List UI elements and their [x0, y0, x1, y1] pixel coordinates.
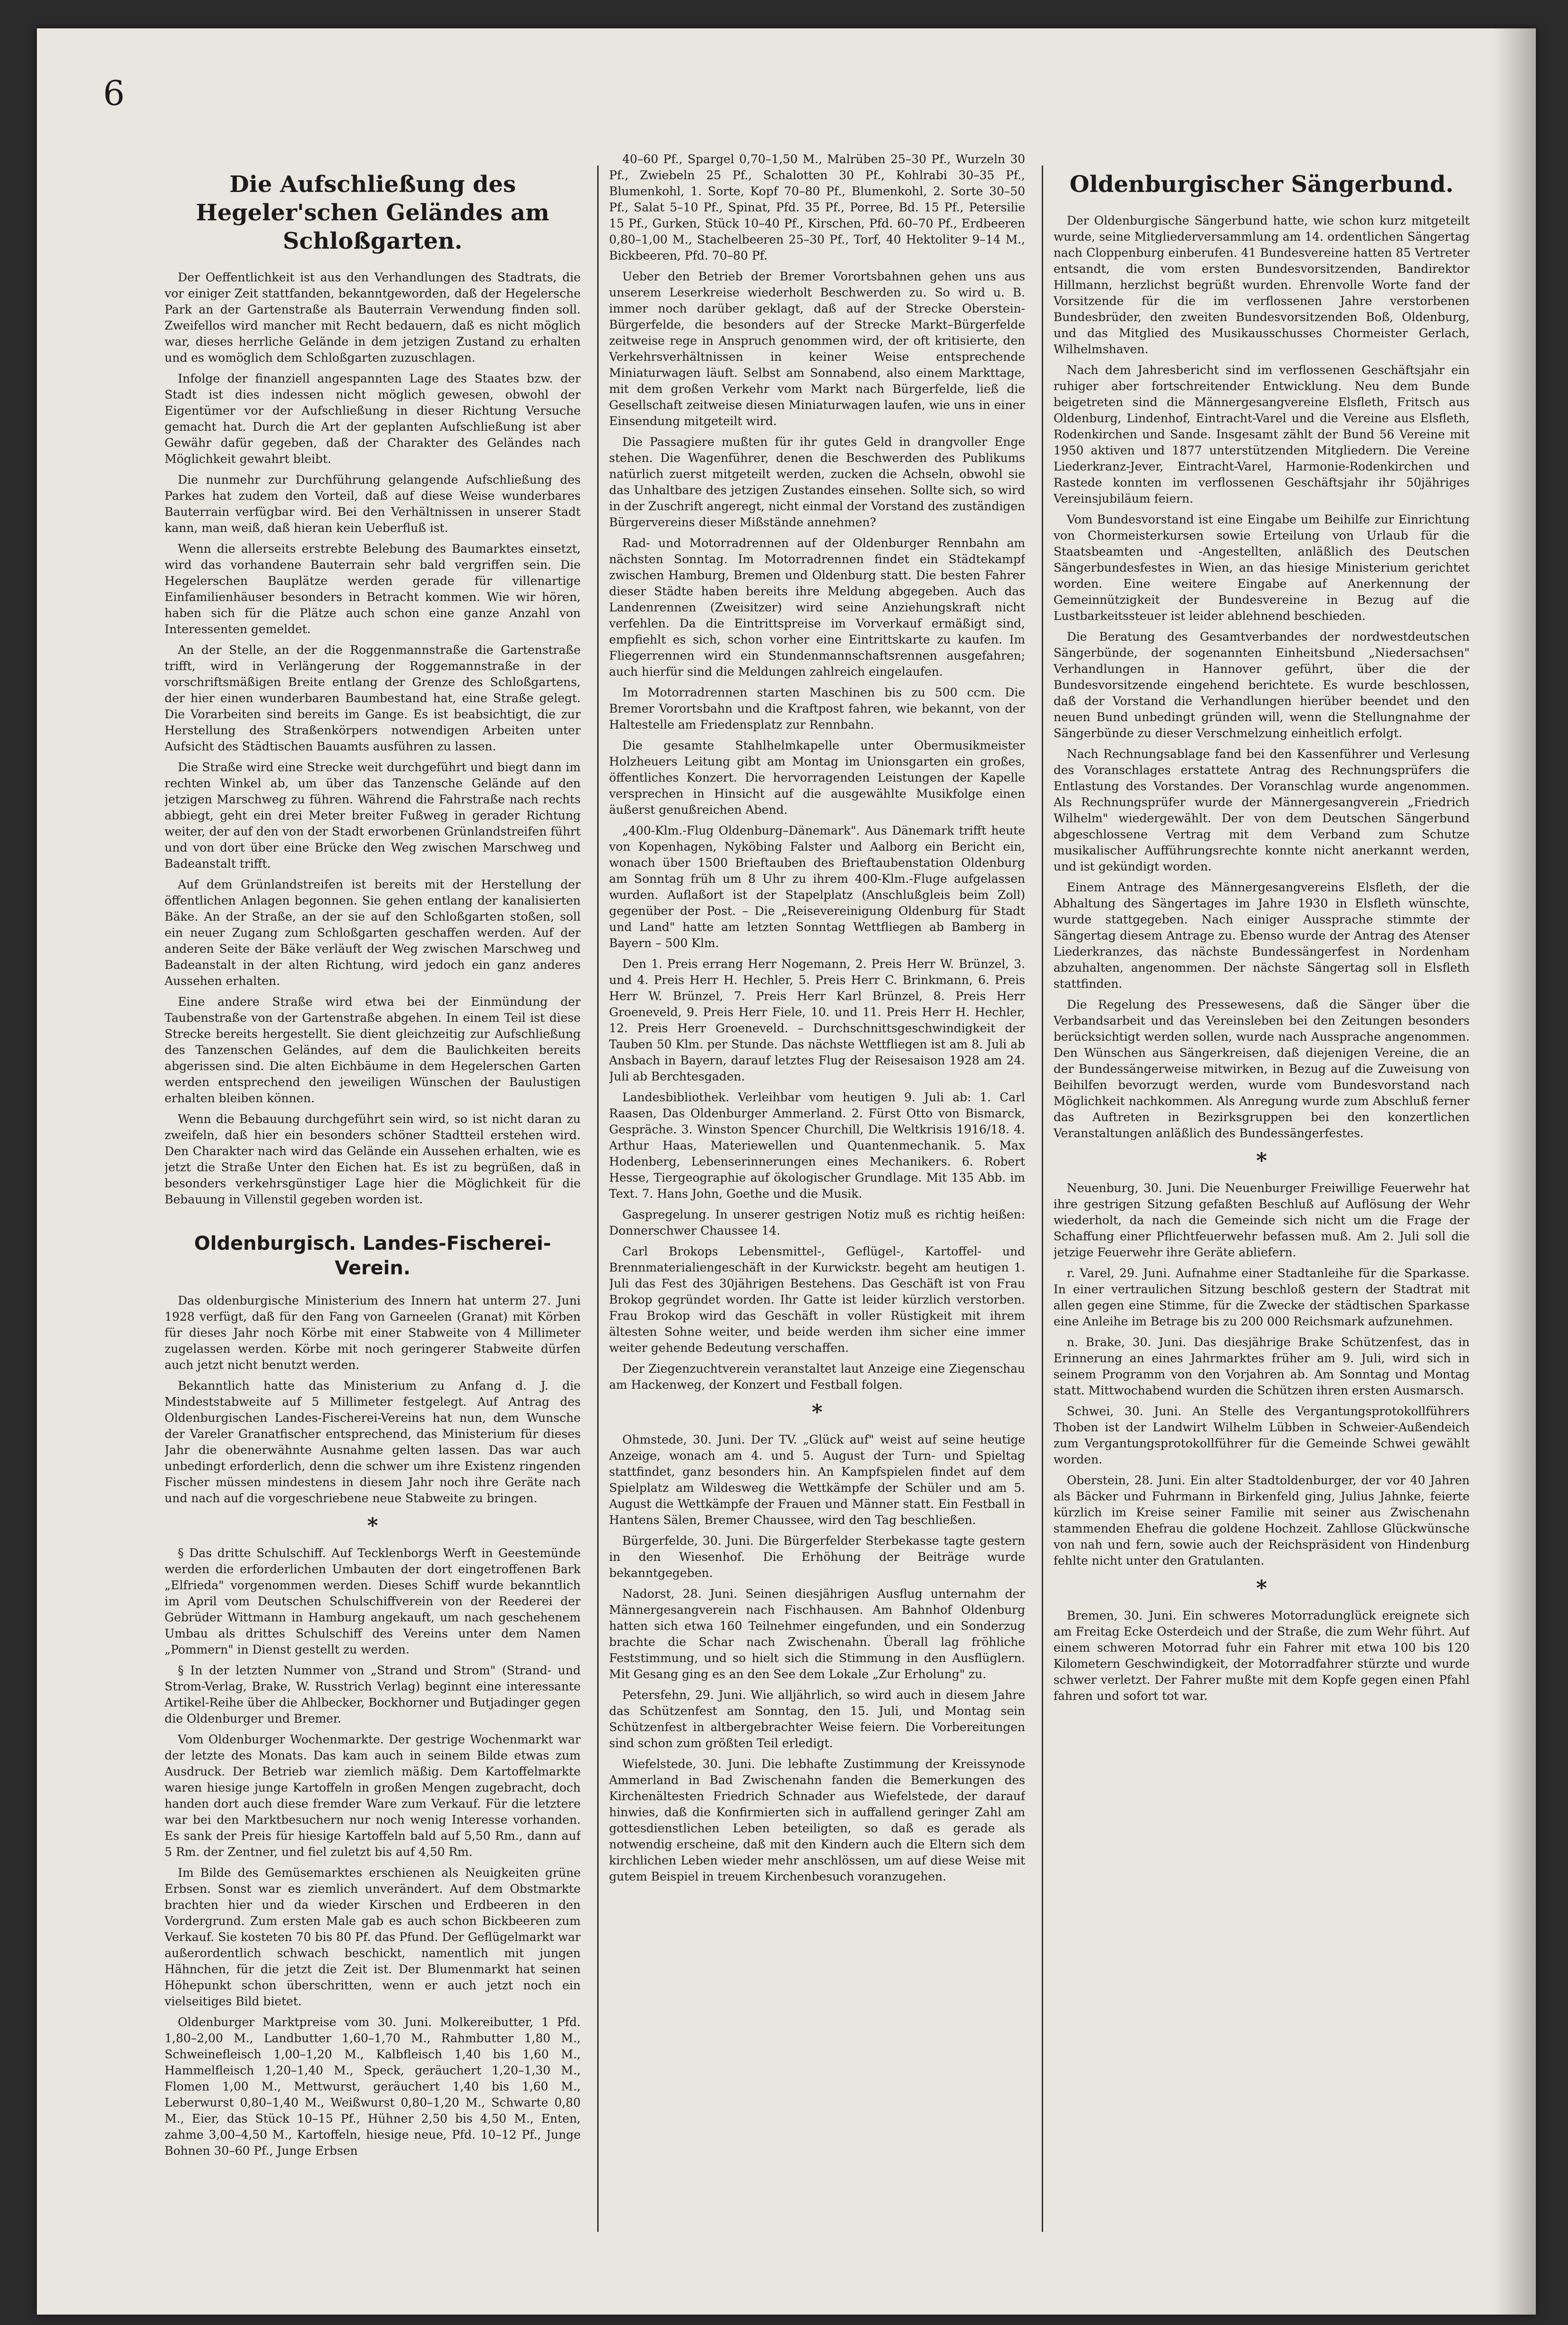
- article-paragraph: Nach dem Jahresbericht sind im verflossenen Geschäftsjahr ein ruhiger aber fortschreitender Entwicklung. Neu dem Bunde beigetreten sind die Männergesangvereine Elsfleth, Fritsch aus Oldenburg, Lindenhof, Eintracht-Varel und die Vereine aus Elsfleth, Rodenkirchen und Sande. Insgesamt zählt der Bund 56 Vereine mit 1950 aktiven und 1877 unterstützenden Mitgliedern. Die Vereine Liederkranz-Jever, Eintracht-Varel, Harmonie-Rodenkirchen und Rastede konnten im verflossenen Geschäftsjahr ihr 50jähriges Vereinsjubiläum feiern.: [1054, 363, 1470, 505]
- article-paragraph: Oberstein, 28. Juni. Ein alter Stadtoldenburger, der vor 40 Jahren als Bäcker und Fuhrmann in Birkenfeld ging, Julius Jahnke, feierte kürzlich im Kreise seiner Familie mit seiner aus Zwischenahn stammenden Ehefrau die goldene Hochzeit. Zahllose Glückwünsche von nah und fern, sowie auch der Reichspräsident von Hindenburg fehlte nicht unter den Gratulanten.: [1054, 1473, 1470, 1567]
- article-paragraph: Gaspregelung. In unserer gestrigen Notiz muß es richtig heißen: Donnerschwer Chaussee 14.: [609, 1208, 1025, 1237]
- article-paragraph: An der Stelle, an der die Roggenmannstraße die Gartenstraße trifft, wird in Verlängerung der Roggemannstraße in der vorschriftsmäßigen Breite entlang der Grenze des Schloßgartens, der hier einen wunderbaren Baumbestand hat, eine Straße gelegt. Die Vorarbeiten sind bereits im Gange. Es ist beabsichtigt, die zur Herstellung des Straßenkörpers notwendigen Arbeiten unter Aufsicht des Städtischen Bauamts ausführen zu lassen.: [165, 643, 581, 753]
- article-paragraph: „400-Klm.-Flug Oldenburg–Dänemark". Aus Dänemark trifft heute von Kopenhagen, Nyköbing Falster und Aalborg ein Bericht ein, wonach über 1500 Brieftauben des Brieftaubenstation Oldenburg am Sonntag früh um 8 Uhr zu ihrem 400-Klm.-Fluge aufgelassen wurden. Auflaßort ist der Stapelplatz (Anschlußgleis beim Zoll) gegenüber der Post. – Die „Reisevereinigung Oldenburg für Stadt und Land" hatte am letzten Sonntag Wettfliegen ab Bamberg in Bayern – 500 Klm.: [609, 824, 1025, 950]
- article-paragraph: Im Bilde des Gemüsemarktes erschienen als Neuigkeiten grüne Erbsen. Sonst war es ziemlich unverändert. Auf dem Obstmarkte brachten hier und da wieder Kirschen und Erdbeeren in den Vordergrund. Zum ersten Male gab es auch schon Bickbeeren zum Verkauf. Sie kosteten 70 bis 80 Pf. das Pfund. Der Geflügelmarkt war außerordentlich schwach beschickt, namentlich mit jungen Hähnchen, für die jetzt die Zeit ist. Der Blumenmarkt hat seinen Höhepunkt schon überschritten, wenn er auch jetzt noch ein vielseitiges Bild bietet.: [165, 1866, 581, 2008]
- article-paragraph: Wenn die Bebauung durchgeführt sein wird, so ist nicht daran zu zweifeln, daß hier ein besonders schöner Stadtteil erstehen wird. Den Charakter nach wird das Gelände ein Aussehen erhalten, wie es jetzt die Straße Unter den Eichen hat. Es ist zu begrüßen, daß in besonders verkehrsgünstiger Lage hier die Möglichkeit für die Bebauung in Villenstil gegeben worden ist.: [165, 1112, 581, 1206]
- article-paragraph: n. Brake, 30. Juni. Das diesjährige Brake Schützenfest, das in Erinnerung an eines Jahrmarktes früher am 9. Juli, wird sich in seinem Programm von den Vorjahren ab. Am Sonntag und Montag statt. Mittwochabend wurden die Schützen ihren ersten Ausmarsch.: [1054, 1335, 1470, 1397]
- article-headline: Oldenburgischer Sängerbund.: [1070, 171, 1454, 198]
- column-middle: [609, 151, 1025, 2241]
- article-paragraph: Einem Antrage des Männergesangvereins Elsfleth, der die Abhaltung des Sängertages im Jahre 1930 in Elsfleth wünschte, wurde stattgegeben. Nach einiger Aussprache stimmte der Sängertag diesem Antrage zu. Ebenso wurde der Antrag des Atenser Liederkranzes, das nächste Bundessängerfest in Nordenham abzuhalten, angenommen. Der nächste Sängertag soll in Elsfleth stattfinden.: [1054, 880, 1470, 991]
- article-paragraph: Der Oldenburgische Sängerbund hatte, wie schon kurz mitgeteilt wurde, seine Mitgliederversammlung am 14. ordentlichen Sängertag nach Cloppenburg einberufen. 41 Bundesvereine hatten 85 Vertreter entsandt, die vom ersten Bundesvorsitzenden, Bandirektor Hillmann, herzlichst begrüßt wurden. Ehrenvolle Worte fand der Vorsitzende für die im verflossenen Jahre verstorbenen Bundesbrüder, den zweiten Bundesvorsitzenden Boß, Oldenburg, und das Mitglied des Musikausschusses Chormeister Gerlach, Wilhelmshaven.: [1054, 214, 1470, 356]
- article-paragraph: Die Straße wird eine Strecke weit durchgeführt und biegt dann im rechten Winkel ab, um über das Tanzensche Gelände auf den jetzigen Marschweg zu führen. Während die Fahrstraße nach rechts abbiegt, geht ein drei Meter breiter Fußweg in gerader Richtung weiter, der auf den von der Stadt erworbenen Grünlandstreifen führt und von dort über eine Brücke den Weg zwischen Marschweg und Badeanstalt trifft.: [165, 760, 581, 871]
- article-paragraph: Nach Rechnungsablage fand bei den Kassenführer und Verlesung des Voranschlages erstattete Antrag des Rechnungsprüfers die Entlastung des Vorstandes. Der Voranschlag wurde angenommen. Als Rechnungsprüfer wurde der Männergesangverein „Friedrich Wilhelm" wiedergewählt. Der von dem Deutschen Sängerbund abgeschlossene Vertrag mit dem Verband zum Schutze musikalischer Aufführungsrechte konnte nicht anerkannt werden, und ist gekündigt worden.: [1054, 747, 1470, 873]
- article-paragraph: Bremen, 30. Juni. Ein schweres Motorradunglück ereignete sich am Freitag Ecke Osterdeich und der Straße, die zum Wehr führt. Auf einem schweren Motorrad fuhr ein Fahrer mit etwa 100 bis 120 Kilometern Geschwindigkeit, der Motorradfahrer stürzte und wurde schwer verletzt. Der Fahrer mußte mit dem Kopfe gegen einen Pfahl fahren und sofort tot war.: [1054, 1609, 1470, 1703]
- article-paragraph: Das oldenburgische Ministerium des Innern hat unterm 27. Juni 1928 verfügt, daß für den Fang von Garneelen (Granat) mit Körben für dieses Jahr noch Körbe mit einer Stabweite von 4 Millimeter zugelassen werden. Körbe mit noch geringerer Stabweite dürfen auch jetzt nicht benutzt werden.: [165, 1294, 581, 1372]
- article-paragraph: Rad- und Motorradrennen auf der Oldenburger Rennbahn am nächsten Sonntag. Im Motorradrennen findet ein Städtekampf zwischen Hamburg, Bremen und Oldenburg statt. Die besten Fahrer dieser Städte haben bereits ihre Meldung abgegeben. Auch das Landenrennen (Zweisitzer) wird seine Anziehungskraft nicht verfehlen. Da die Eintrittspreise im Vorverkauf ermäßigt sind, empfiehlt es sich, schon vorher eine Eintrittskarte zu kaufen. Im Fliegerrennen wird ein Stundenmannschaftsrennen ausgefahren; auch hierfür sind die Meldungen zahlreich eingelaufen.: [609, 536, 1025, 679]
- article-paragraph: Carl Brokops Lebensmittel-, Geflügel-, Kartoffel- und Brennmaterialiengeschäft in der Kurwickstr. begeht am heutigen 1. Juli das Fest des 30jährigen Bestehens. Das Geschäft ist von Frau Brokop gegründet worden. Ihr Gatte ist leider kürzlich verstorben. Frau Brokop wird das Geschäft in voller Rüstigkeit mit ihrem ältesten Sohne weiter, und beide werden ihm sicher eine immer weiter gehende Bedeutung verschaffen.: [609, 1245, 1025, 1355]
- article-paragraph: Infolge der finanziell angespannten Lage des Staates bzw. der Stadt ist dies indessen nicht möglich gewesen, obwohl der Eigentümer vor der Aufschließung in dieser Richtung Versuche gemacht hat. Durch die Art der geplanten Aufschließung ist aber Gewähr dafür gegeben, daß der Charakter des Geländes nach Möglichkeit gewahrt bleibt.: [165, 372, 581, 466]
- article-paragraph: Wenn die allerseits erstrebte Belebung des Baumarktes einsetzt, wird das vorhandene Bauterrain sehr bald vergriffen sein. Die Hegelerschen Bauplätze werden gerade für villenartige Einfamilienhäuser besonders in Betracht kommen. Wie wir hören, haben sich für die Plätze auch schon eine ganze Anzahl von Interessenten gemeldet.: [165, 542, 581, 636]
- section-separator: *: [1256, 1149, 1267, 1173]
- article-paragraph: Wiefelstede, 30. Juni. Die lebhafte Zustimmung der Kreissynode Ammerland in Bad Zwischenahn fanden die Bemerkungen des Kirchenältesten Friedrich Schnader aus Wiefelstede, der darauf hinwies, daß die Konfirmierten sich in auffallend geringer Zahl am gottesdienstlichen Leben beteiligten, so daß es gerade als notwendig erscheine, daß mit den Kindern auch die Eltern sich dem kirchlichen Leben wieder mehr anschlössen, um auf diese Weise mit gutem Beispiel in treuem Kirchenbesuch voranzugehen.: [609, 1757, 1025, 1883]
- article-paragraph: Schwei, 30. Juni. An Stelle des Vergantungsprotokollführers Thoben ist der Landwirt Wilhelm Lübben in Schweier-Außendeich zum Vergantungsprotokollführer für die Gemeinde Schwei gewählt worden.: [1054, 1404, 1470, 1466]
- article-subheadline: Oldenburgisch. Landes-Fischerei-Verein.: [194, 1233, 551, 1279]
- article-paragraph: Landesbibliothek. Verleihbar vom heutigen 9. Juli ab: 1. Carl Raasen, Das Oldenburger Ammerland. 2. Fürst Otto von Bismarck, Gespräche. 3. Winston Spencer Churchill, Die Weltkrisis 1916/18. 4. Arthur Haas, Materiewellen und Quantenmechanik. 5. Max Hodenberg, Lebenserinnerungen eines Mechanikers. 6. Robert Hesse, Tiergeographie auf ökologischer Grundlage. Mit 135 Abb. im Text. 7. Hans John, Goethe und die Musik.: [609, 1090, 1025, 1201]
- article-paragraph: Den 1. Preis errang Herr Nogemann, 2. Preis Herr W. Brünzel, 3. und 4. Preis Herr H. Hechler, 5. Preis Herr C. Brinkmann, 6. Preis Herr W. Brünzel, 7. Preis Herr Karl Brünzel, 8. Preis Herr Groeneveld, 9. Preis Herr Fiele, 10. und 11. Preis Herr H. Hechler, 12. Preis Herr Groeneveld. – Durchschnittsgeschwindigkeit der Tauben 50 Klm. per Stunde. Das nächste Wettfliegen ist am 8. Juli ab Ansbach in Bayern, darauf letztes Flug der Reisesaison 1928 am 24. Juli ab Berchtesgaden.: [609, 957, 1025, 1083]
- article-paragraph: Die Regelung des Pressewesens, daß die Sänger über die Verbandsarbeit und das Vereinsleben bei den Zeitungen besonders berücksichtigt werden sollen, wurde nach Aussprache angenommen. Den Wünschen aus Sängerkreisen, daß diejenigen Vereine, die an der Bundessängerweise mitwirken, in Bezug auf die Zuweisung von Beihilfen bevorzugt werden, wurde vom Bundesvorstand nach Möglichkeit nachkommen. Als Anregung wurde zum Abschluß ferner das Auftreten in Bezirksgruppen bei den konzertlichen Veranstaltungen anläßlich des Bundessängerfestes.: [1054, 998, 1470, 1140]
- column-right: [1054, 151, 1470, 2241]
- article-paragraph: § Das dritte Schulschiff. Auf Tecklenborgs Werft in Geestemünde werden die erforderlichen Umbauten der dort eingetroffenen Bark „Elfrieda" vorgenommen werden. Dieses Schiff wurde bekanntlich im April vom Deutschen Schulschiffverein von der Reederei der Gebrüder Wittmann in Hamburg angekauft, um nach geschehenem Umbau als drittes Schulschiff des Vereins unter dem Namen „Pommern" in Dienst gestellt zu werden.: [165, 1546, 581, 1656]
- section-separator: *: [1256, 1576, 1267, 1600]
- page-edge-shadow: [1493, 28, 1536, 2315]
- article-paragraph: Vom Oldenburger Wochenmarkte. Der gestrige Wochenmarkt war der letzte des Monats. Das kam auch in seinem Bilde etwas zum Ausdruck. Der Betrieb war ziemlich mäßig. Dem Kartoffelmarkte waren hiesige junge Kartoffeln in großen Mengen zugebracht, doch handen dort auch diese fremder Ware zum Verkauf. Für die letztere war bei den Marktbesuchern nur noch wenig Interesse vorhanden. Es sank der Preis für hiesige Kartoffeln bald auf 5,50 Rm., dann auf 5 Rm. der Zentner, und fiel zuletzt bis auf 4,50 Rm.: [165, 1733, 581, 1859]
- article-paragraph: § In der letzten Nummer von „Strand und Strom" (Strand- und Strom-Verlag, Brake, W. Russtrich Verlag) beginnt eine interessante Artikel-Reihe über die Ahlbecker, Bockhorner und Butjadinger gegen die Oldenburger und Bremer.: [165, 1663, 581, 1725]
- column-rule: [1042, 165, 1043, 2232]
- article-paragraph: Eine andere Straße wird etwa bei der Einmündung der Taubenstraße von der Gartenstraße abgehen. In einem Teil ist diese Strecke bereits hergestellt. Sie dient gleichzeitig zur Aufschließung des Tanzenschen Geländes, auf dem die Baulichkeiten bereits abgerissen sind. Die alten Eichbäume in dem Hegelerschen Garten werden entsprechend den jeweiligen Wünschen der Baulustigen erhalten bleiben können.: [165, 995, 581, 1105]
- column-rule: [597, 165, 599, 2232]
- page-number: 6: [103, 73, 125, 113]
- article-paragraph: Oldenburger Marktpreise vom 30. Juni. Molkereibutter, 1 Pfd. 1,80–2,00 M., Landbutter 1,60–1,70 M., Rahmbutter 1,80 M., Schweinefleisch 1,00–1,20 M., Kalbfleisch 1,40 bis 1,60 M., Hammelfleisch 1,20–1,40 M., Speck, geräuchert 1,20–1,30 M., Flomen 1,00 M., Mettwurst, geräuchert 1,40 bis 1,60 M., Leberwurst 0,80–1,40 M., Weißwurst 0,80–1,20 M., Schwarte 0,80 M., Eier, das Stück 10–15 Pf., Hühner 2,50 bis 4,50 M., Enten, zahme 3,00–4,50 M., Kartoffeln, hiesige neue, Pfd. 10–12 Pf., Junge Bohnen 30–60 Pf., Junge Erbsen: [165, 2015, 581, 2158]
- article-headline: Die Aufschließung des Hegeler'schen Geländes am Schloßgarten.: [196, 171, 549, 254]
- article-paragraph: Im Motorradrennen starten Maschinen bis zu 500 ccm. Die Bremer Vorortsbahn und die Kraftpost fahren, wie bekannt, von der Haltestelle am Friedensplatz zur Rennbahn.: [609, 686, 1025, 731]
- article-paragraph: Nadorst, 28. Juni. Seinen diesjährigen Ausflug unternahm der Männergesangverein nach Fischhausen. Am Bahnhof Oldenburg hatten sich etwa 160 Teilnehmer eingefunden, und ein Sonderzug brachte die Schar nach Zwischenahn. Überall lag fröhliche Feststimmung, und so hielt sich die Stimmung in den Ausflüglern. Mit Gesang ging es an den See dem Lokale „Zur Erholung" zu.: [609, 1587, 1025, 1681]
- article-paragraph: 40–60 Pf., Spargel 0,70–1,50 M., Malrüben 25–30 Pf., Wurzeln 30 Pf., Zwiebeln 25 Pf., Schalotten 30 Pf., Kohlrabi 30–35 Pf., Blumenkohl, 1. Sorte, Kopf 70–80 Pf., Blumenkohl, 2. Sorte 30–50 Pf., Salat 5–10 Pf., Spinat, Pfd. 35 Pf., Porree, Bd. 15 Pf., Petersilie 15 Pf., Gurken, Stück 10–40 Pf., Kirschen, Pfd. 60–70 Pf., Erdbeeren 0,80–1,00 M., Stachelbeeren 25–30 Pf., Torf, 40 Hektoliter 9–14 M., Bickbeeren, Pfd. 70–80 Pf.: [609, 152, 1025, 262]
- article-paragraph: Der Oeffentlichkeit ist aus den Verhandlungen des Stadtrats, die vor einiger Zeit stattfanden, bekanntgeworden, daß der Hegelersche Park an der Gartenstraße als Bauterrain Verwendung finden soll. Zweifellos wird mancher mit Recht bedauern, daß es nicht möglich war, dieses herrliche Gelände in dem jetzigen Zustand zu erhalten und es womöglich dem Schloßgarten zuzuschlagen.: [165, 270, 581, 365]
- article-paragraph: r. Varel, 29. Juni. Aufnahme einer Stadtanleihe für die Sparkasse. In einer vertraulichen Sitzung beschloß gestern der Stadtrat mit allen gegen eine Stimme, für die Zwecke der städtischen Sparkasse eine Anleihe im Betrage bis zu 200 000 Reichsmark aufzunehmen.: [1054, 1266, 1470, 1328]
- article-paragraph: Die gesamte Stahlhelmkapelle unter Obermusikmeister Holzheuers Leitung gibt am Montag im Unionsgarten ein großes, öffentliches Konzert. Die hervorragenden Leistungen der Kapelle versprechen in Hinsicht auf die ausgewählte Musikfolge einen äußerst genußreichen Abend.: [609, 739, 1025, 817]
- article-paragraph: Die nunmehr zur Durchführung gelangende Aufschließung des Parkes hat zudem den Vorteil, daß auf diese Weise wunderbares Bauterrain verfügbar wird. Bei den Verhältnissen in unserer Stadt kann, man weiß, daß hieran kein Ueberfluß ist.: [165, 473, 581, 535]
- article-paragraph: Die Beratung des Gesamtverbandes der nordwestdeutschen Sängerbünde, der sogenannten Einheitsbund „Niedersachsen" Verhandlungen in Hannover geführt, über die der Bundesvorsitzende eingehend berichtete. Es wurde beschlossen, daß der Vorstand die Verhandlungen hierüber beendet und den neuen Bund unbedingt gründen will, wenn die Stellungnahme der Sängerbünde zu dieser Verschmelzung einheitlich erfolgt.: [1054, 630, 1470, 740]
- article-paragraph: Bürgerfelde, 30. Juni. Die Bürgerfelder Sterbekasse tagte gestern in den Wiesenhof. Die Erhöhung der Beiträge wurde bekanntgegeben.: [609, 1534, 1025, 1580]
- article-paragraph: Vom Bundesvorstand ist eine Eingabe um Beihilfe zur Einrichtung von Chormeisterkursen sowie Erteilung von Urlaub für die Staatsbeamten und -Angestellten, anläßlich des Deutschen Sängerbundesfestes in Wien, an das hiesige Ministerium gerichtet worden. Eine weitere Eingabe auf Anerkennung der Gemeinnützigkeit der Bundesvereine in Bezug auf die Lustbarkeitssteuer ist leider ablehnend beschieden.: [1054, 513, 1470, 623]
- article-paragraph: Ohmstede, 30. Juni. Der TV. „Glück auf" weist auf seine heutige Anzeige, wonach am 4. und 5. August der Turn- und Spieltag stattfindet, ganz besonders hin. An Kampfspielen findet auf dem Spielplatz am Wildesweg die Wettkämpfe der Schüler und am 5. August die Wettkämpfe der Frauen und Männer statt. Ein Festball in Hantens Sälen, Bremer Chaussee, wird den Tag beschließen.: [609, 1433, 1025, 1527]
- article-paragraph: Auf dem Grünlandstreifen ist bereits mit der Herstellung der öffentlichen Anlagen begonnen. Sie gehen entlang der kanalisierten Bäke. An der Straße, an der sie auf den Schloßgarten stoßen, soll ein neuer Zugang zum Schloßgarten geschaffen werden. Auf der anderen Seite der Bäke verläuft der Weg zwischen Marschweg und Badeanstalt in der alten Richtung, wird jedoch ein ganz anderes Aussehen erhalten.: [165, 878, 581, 988]
- section-separator: *: [811, 1400, 823, 1424]
- article-paragraph: Neuenburg, 30. Juni. Die Neuenburger Freiwillige Feuerwehr hat ihre gestrigen Sitzung gefaßten Beschluß auf Auflösung der Wehr wiederholt, da nach die Gemeinde sich nicht um die Frage der Schaffung einer Pflichtfeuerwehr befassen muß. Am 2. Juli soll die jetzige Feuerwehr ihre Geräte abliefern.: [1054, 1181, 1470, 1259]
- article-paragraph: Ueber den Betrieb der Bremer Vorortsbahnen gehen uns aus unserem Leserkreise wiederholt Beschwerden zu. So wird u. B. immer noch darüber geklagt, daß auf der Strecke Oberstein-Bürgerfelde, die besonders auf der Strecke Markt–Bürgerfelde zeitweise rege in Anspruch genommen wird, der oft kritisierte, den Verkehrsverhältnissen in keiner Weise entsprechende Miniaturwagen läuft. Selbst am Sonnabend, also einem Markttage, mit dem großen Verkehr vom Markt nach Bürgerfelde, ließ die Gesellschaft zeitweise diesen Miniaturwagen laufen, wie uns in einer Einsendung mitgeteilt wird.: [609, 270, 1025, 428]
- article-paragraph: Petersfehn, 29. Juni. Wie alljährlich, so wird auch in diesem Jahre das Schützenfest am Sonntag, den 15. Juli, und Montag sein Schützenfest in altbergebrachter Weise feiern. Die Vorbereitungen sind schon zum größten Teil erledigt.: [609, 1688, 1025, 1750]
- article-paragraph: Die Passagiere mußten für ihr gutes Geld in drangvoller Enge stehen. Die Wagenführer, denen die Beschwerden des Publikums natürlich zuerst mitgeteilt werden, zucken die Achseln, obwohl sie das Unhaltbare des jetzigen Zustandes einsehen. Sollte sich, so wird in der Zuschrift angeregt, nicht einmal der Vorstand des zuständigen Bürgervereins dieser Mißstände annehmen?: [609, 435, 1025, 529]
- newspaper-page: [37, 28, 1536, 2315]
- article-paragraph: Bekanntlich hatte das Ministerium zu Anfang d. J. die Mindeststabweite auf 5 Millimeter festgelegt. Auf Antrag des Oldenburgischen Landes-Fischerei-Vereins hat nun, dem Wunsche der Vareler Granatfischer entsprechend, das Ministerium für dieses Jahr die obenerwähnte Ausnahme gelten lassen. Das war auch unbedingt erforderlich, denn die schwer um ihre Existenz ringenden Fischer müssen mindestens in diesem Jahr noch ihre Geräte nach und nach auf die vorgeschriebene neue Stabweite zu bringen.: [165, 1379, 581, 1505]
- article-paragraph: Der Ziegenzuchtverein veranstaltet laut Anzeige eine Ziegenschau am Hackenweg, der Konzert und Festball folgen.: [609, 1362, 1025, 1392]
- section-separator: *: [367, 1514, 378, 1538]
- column-left: [165, 151, 581, 2241]
